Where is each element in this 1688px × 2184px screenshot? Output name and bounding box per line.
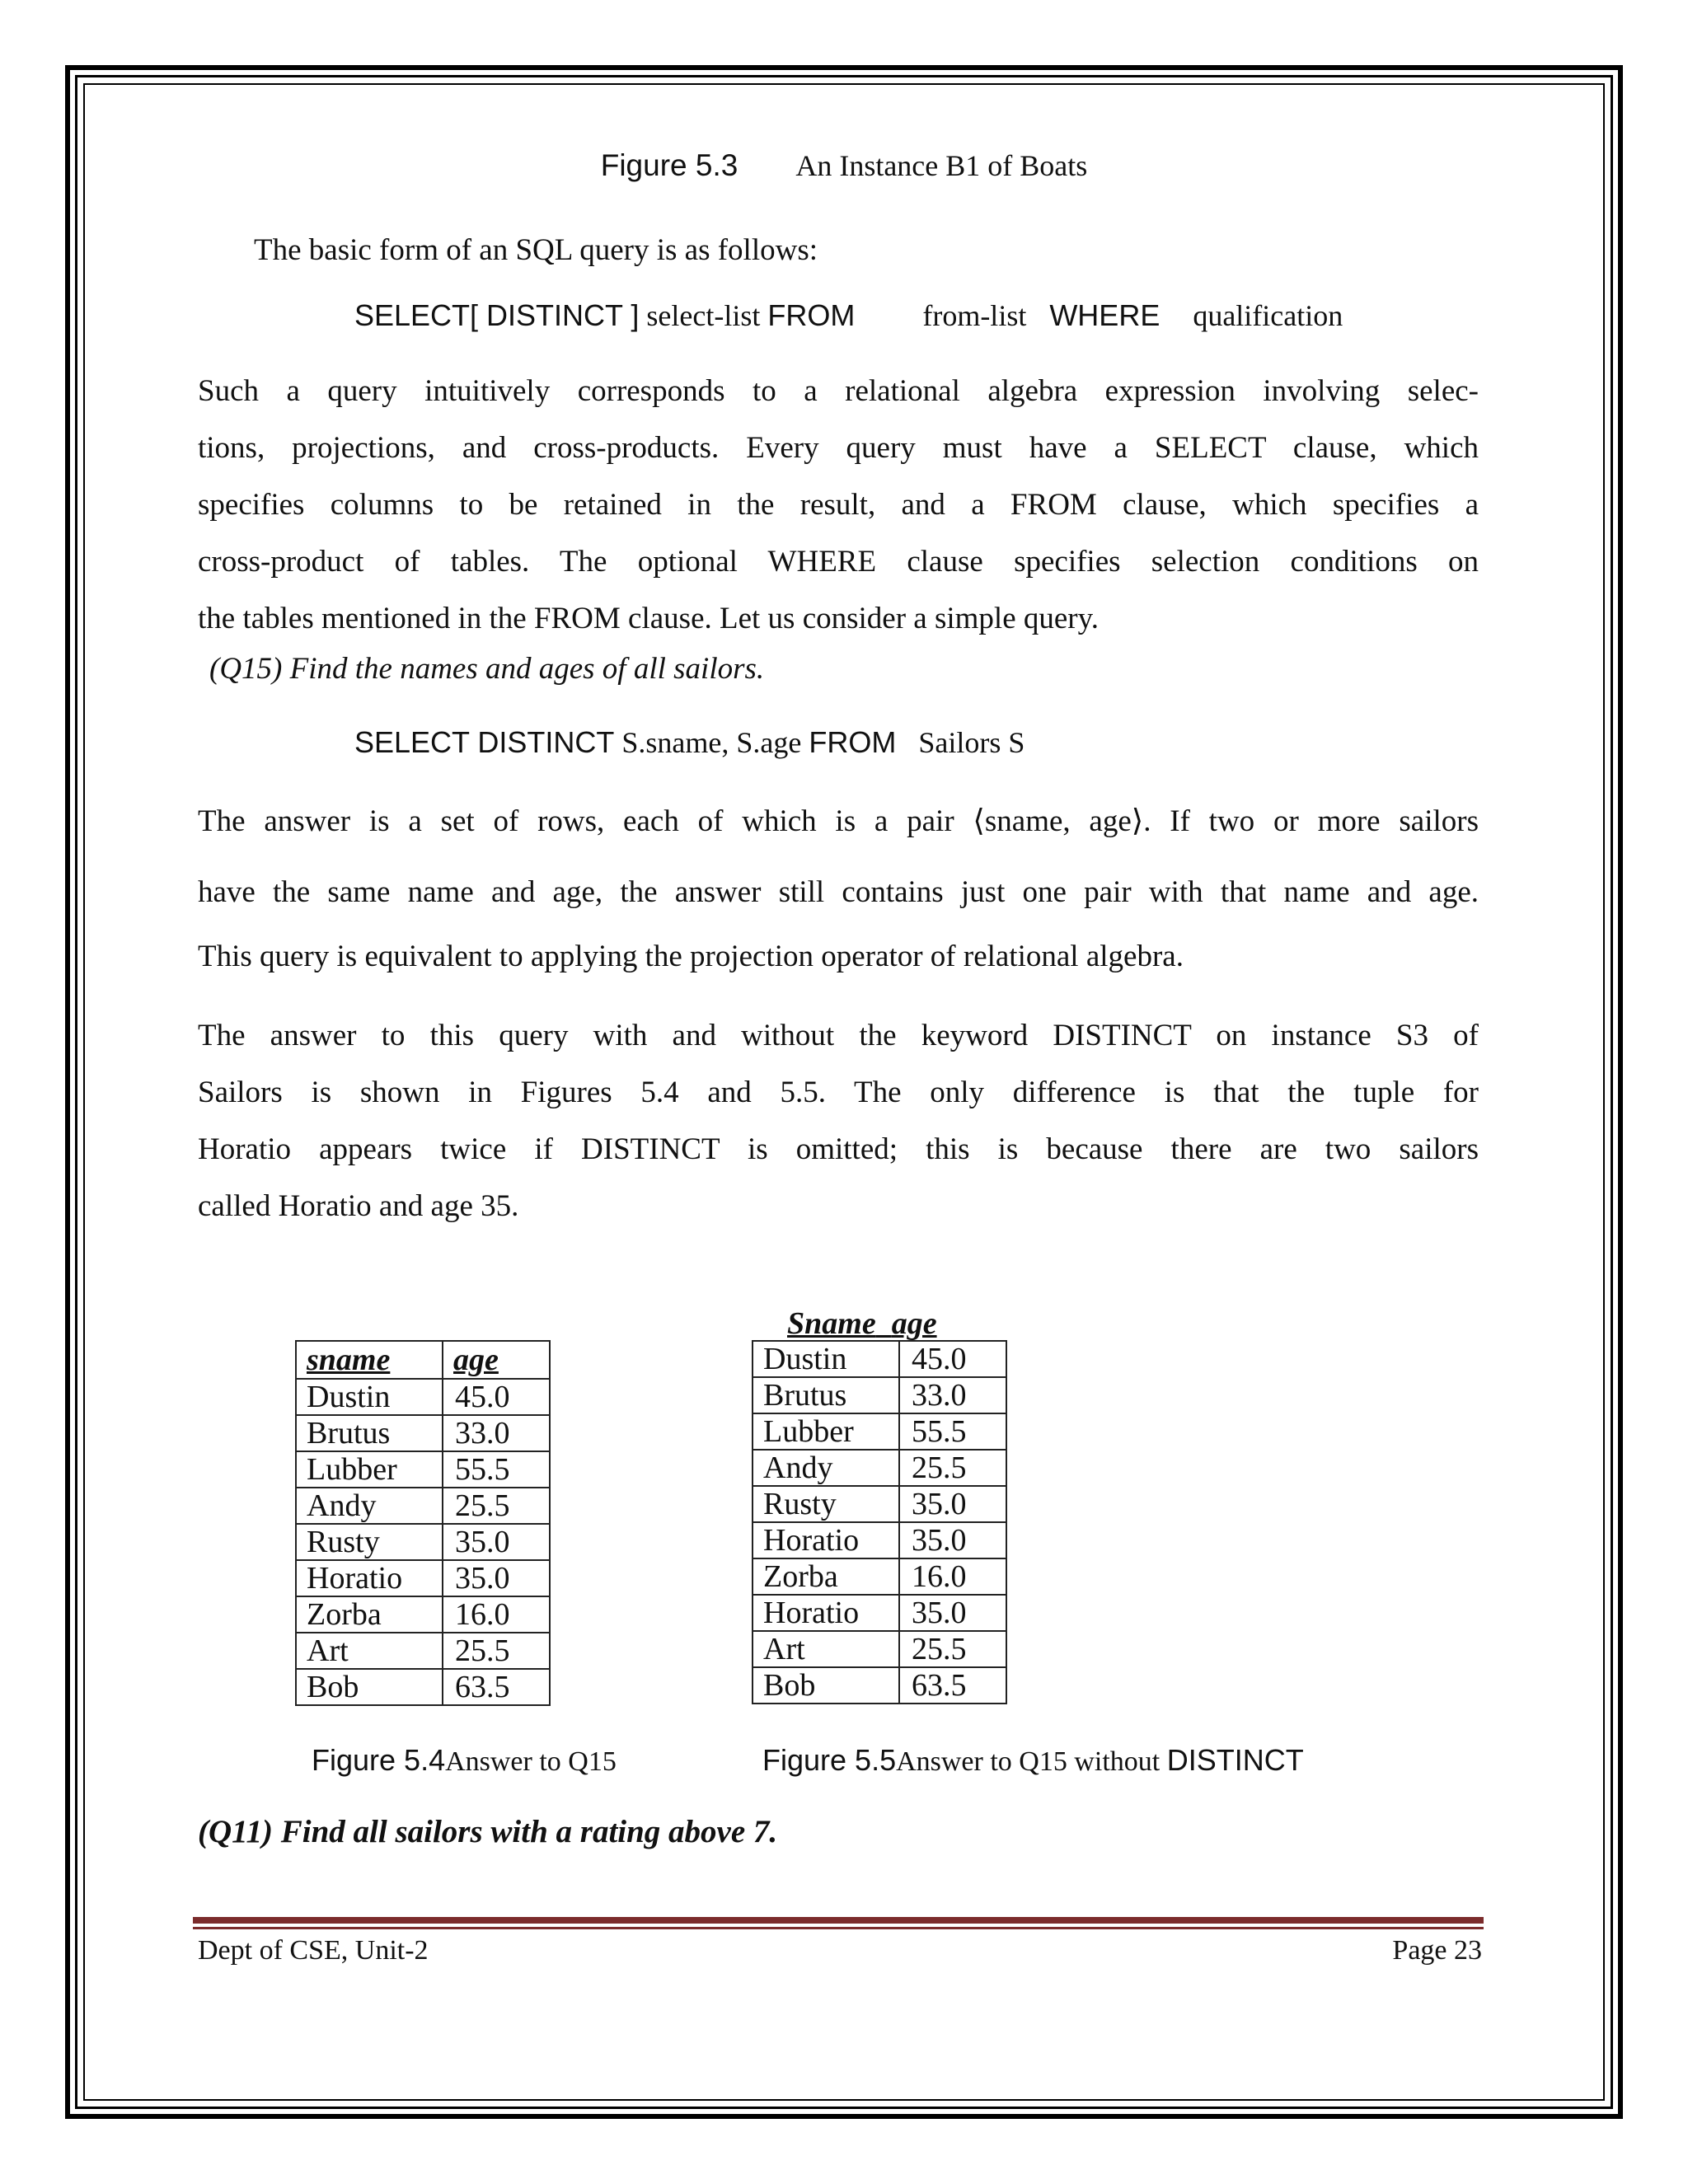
sql-table: Sailors S <box>918 726 1025 759</box>
table-row <box>753 1413 1006 1450</box>
paragraph-line: Horatio appears twice if DISTINCT is omitted; this is because there are two sailors <box>198 1132 1479 1166</box>
table-row <box>296 1451 550 1488</box>
sname-cell: Dustin <box>753 1341 899 1377</box>
sname-cell: Art <box>753 1631 899 1667</box>
age-cell: 63.5 <box>899 1667 1006 1704</box>
table-row <box>296 1524 550 1560</box>
paragraph-line: The answer to this query with and without the keyword DISTINCT on instance S3 of <box>198 1019 1479 1052</box>
age-cell: 35.0 <box>443 1560 550 1596</box>
paragraph-distinct-difference <box>198 1007 1479 1235</box>
age-cell: 45.0 <box>899 1341 1006 1377</box>
footer-rule-thick <box>193 1917 1484 1924</box>
sname-cell: Andy <box>753 1450 899 1486</box>
sname-cell: Brutus <box>753 1377 899 1413</box>
footer-department: Dept of CSE, Unit-2 <box>198 1935 429 1966</box>
table-row <box>296 1596 550 1633</box>
figure-caption-text: Answer to Q15 <box>445 1746 617 1777</box>
sname-cell: Brutus <box>296 1415 443 1451</box>
sname-cell: Rusty <box>753 1486 899 1522</box>
paragraph-sql-explanation <box>198 363 1479 647</box>
figure-label: Figure 5.5 <box>762 1743 897 1777</box>
sql-keyword-from: FROM <box>767 298 856 332</box>
sname-cell: Horatio <box>753 1595 899 1631</box>
sname-cell: Dustin <box>296 1379 443 1415</box>
figure-caption-text: An Instance B1 of Boats <box>795 149 1088 182</box>
paragraph-line: specifies columns to be retained in the result, and a FROM clause, which specifies a <box>198 488 1479 522</box>
sql-keyword-where: WHERE <box>1049 298 1160 332</box>
age-cell: 25.5 <box>443 1488 550 1524</box>
sname-cell: Horatio <box>296 1560 443 1596</box>
table-row <box>753 1341 1006 1377</box>
sql-from-list: from-list <box>922 299 1027 332</box>
figure-label: Figure 5.3 <box>600 148 738 182</box>
figure-caption-keyword: DISTINCT <box>1166 1743 1304 1777</box>
sname-cell: Zorba <box>296 1596 443 1633</box>
sname-cell: Bob <box>296 1669 443 1705</box>
intro-sentence: The basic form of an SQL query is as follows: <box>254 233 818 267</box>
paragraph-line: Sailors is shown in Figures 5.4 and 5.5. The only difference is that the tuple for <box>198 1076 1479 1109</box>
age-cell: 45.0 <box>443 1379 550 1415</box>
table-header-cell: age <box>443 1341 550 1379</box>
footer-rule-thin <box>193 1927 1484 1929</box>
sql-keyword-from: FROM <box>809 725 897 759</box>
age-cell: 35.0 <box>899 1486 1006 1522</box>
paragraph-line: called Horatio and age 35. <box>198 1189 519 1223</box>
age-cell: 25.5 <box>443 1633 550 1669</box>
paragraph-line: cross-product of tables. The optional WHERE clause specifies selection conditions on <box>198 545 1479 579</box>
table-row <box>753 1558 1006 1595</box>
table2-header <box>787 1305 937 1342</box>
sname-cell: Bob <box>753 1667 899 1704</box>
sql-basic-form <box>354 298 1343 333</box>
age-cell: 55.5 <box>443 1451 550 1488</box>
figure-caption-text: Answer to Q15 without <box>896 1746 1160 1777</box>
table-row <box>296 1669 550 1705</box>
question-q11: (Q11) Find all sailors with a rating above 7. <box>198 1814 778 1849</box>
sname-cell: Lubber <box>753 1413 899 1450</box>
age-cell: 16.0 <box>443 1596 550 1633</box>
age-cell: 25.5 <box>899 1450 1006 1486</box>
sql-select-list: select-list <box>646 299 761 332</box>
figure-5-4-caption <box>312 1743 617 1778</box>
age-cell: 25.5 <box>899 1631 1006 1667</box>
paragraph-line: tions, projections, and cross-products. Every query must have a SELECT clause, which <box>198 431 1479 465</box>
figure-5-5-caption <box>762 1743 1304 1778</box>
table-header-cell: age <box>891 1306 937 1341</box>
paragraph-line: have the same name and age, the answer still contains just one pair with that name and age. <box>198 875 1479 909</box>
age-cell: 16.0 <box>899 1558 1006 1595</box>
sql-keyword-select: SELECT[ DISTINCT ] <box>354 298 640 332</box>
question-q15: (Q15) Find the names and ages of all sailors. <box>209 652 765 686</box>
paragraph-answer-set <box>198 786 1479 985</box>
sname-cell: Andy <box>296 1488 443 1524</box>
table-row <box>753 1667 1006 1704</box>
sql-query-q15 <box>354 725 1025 760</box>
paragraph-line: Such a query intuitively corresponds to a relational algebra expression involving selec- <box>198 374 1479 408</box>
sname-cell: Zorba <box>753 1558 899 1595</box>
figure-5-3-caption <box>0 148 1688 183</box>
age-cell: 35.0 <box>899 1595 1006 1631</box>
paragraph-line: The answer is a set of rows, each of which is a pair ⟨sname, age⟩. If two or more sailors <box>198 804 1479 838</box>
age-cell: 33.0 <box>443 1415 550 1451</box>
table-row <box>753 1450 1006 1486</box>
table-row <box>753 1595 1006 1631</box>
age-cell: 35.0 <box>443 1524 550 1560</box>
paragraph-line: This query is equivalent to applying the projection operator of relational algebra. <box>198 940 1184 973</box>
age-cell: 55.5 <box>899 1413 1006 1450</box>
table-row <box>753 1631 1006 1667</box>
sql-qualification: qualification <box>1193 299 1343 332</box>
footer-page-number: Page 23 <box>1392 1935 1482 1966</box>
table-row <box>296 1488 550 1524</box>
sname-cell: Horatio <box>753 1522 899 1558</box>
paragraph-line: the tables mentioned in the FROM clause. Let us consider a simple query. <box>198 602 1099 635</box>
table-row <box>753 1377 1006 1413</box>
table-answer-q15 <box>295 1340 551 1706</box>
sql-columns: S.sname, S.age <box>621 726 802 759</box>
age-cell: 63.5 <box>443 1669 550 1705</box>
table-row <box>753 1522 1006 1558</box>
table-answer-q15-without-distinct <box>752 1340 1007 1704</box>
table-header-cell: Sname <box>787 1306 876 1341</box>
age-cell: 33.0 <box>899 1377 1006 1413</box>
age-cell: 35.0 <box>899 1522 1006 1558</box>
table-row <box>296 1415 550 1451</box>
figure-label: Figure 5.4 <box>312 1743 446 1777</box>
table-row <box>753 1486 1006 1522</box>
sql-keywords: SELECT DISTINCT <box>354 725 615 759</box>
table-row <box>296 1379 550 1415</box>
sname-cell: Lubber <box>296 1451 443 1488</box>
sname-cell: Art <box>296 1633 443 1669</box>
table-header-cell: sname <box>296 1341 443 1379</box>
table-row <box>296 1560 550 1596</box>
table-row <box>296 1633 550 1669</box>
sname-cell: Rusty <box>296 1524 443 1560</box>
